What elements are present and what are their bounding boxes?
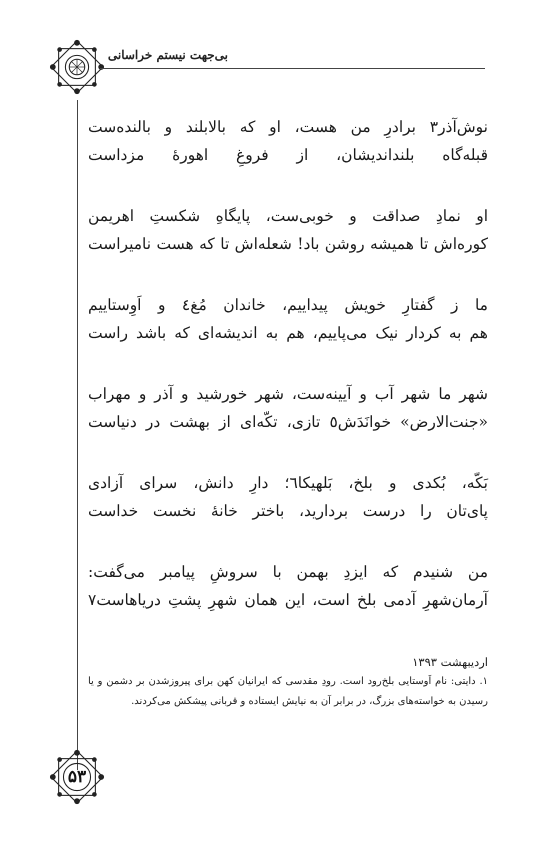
poem-line: نوش‌آذر۳ برادرِ من هست، او که بالابلند و بالنده‌ست	[88, 118, 488, 136]
poem-line: شهر ما شهر آب و آیینه‌ست، شهر خورشید و آذر و مهراب	[88, 385, 488, 403]
poem-line: «جنت‌الارض» خوانَدَش٥ تازی، تکّه‌ای از بهشت در دنیاست	[88, 413, 488, 431]
poem-line: او نمادِ صداقت و خوبی‌ست، پایگاهِ شکستِ اهریمن	[88, 207, 488, 225]
footnote: ۱. دایتی: نام اَوستایی بلخ‌رود است. رودِ مقدسی که ایرانیان کهن برای پیروزشدن بر دشمن و یا رسیدن به خواسته‌های بزرگ، در برابر آن به نیایش ایستاده و قربانی پیشکش می‌کردند.	[88, 676, 488, 707]
poem-line: آرمان‌شهرِ آدمی بلخ است، این همان شهرِ پشتِ دریاهاست۷	[88, 591, 488, 609]
poem-line: کوره‌اش تا همیشه روشن باد! شعله‌اش تا که هست نامیراست	[88, 235, 488, 253]
page-header-title: بی‌جهت نیستم خراسانی	[107, 48, 228, 62]
poem-date: اردیبهشت ۱۳۹۳	[412, 655, 488, 669]
poem-line: پای‌تان را درست بردارید، باختر خانهٔ نخست خداست	[88, 502, 488, 520]
poem-line: قبله‌گاه بلنداندیشان، از فروغِ اهورهٔ مزداست	[88, 146, 488, 164]
poem-line: من شنیدم که ایزدِ بهمن با سروشِ پیامبر می‌گفت:	[88, 563, 488, 581]
poem-line: ما ز گفتارِ خویش پیداییم، خاندان مُغ٤ و اَوِستاییم	[88, 296, 488, 314]
page-number: ۵۳	[67, 767, 87, 787]
poem-line: هم به کردار نیک می‌پاییم، هم به اندیشه‌ای که باشد راست	[88, 324, 488, 342]
poem-line: بَکّه، بُکدی و بلخ، بَلهیکا٦؛ دارِ دانش، سرای آزادی	[88, 474, 488, 492]
